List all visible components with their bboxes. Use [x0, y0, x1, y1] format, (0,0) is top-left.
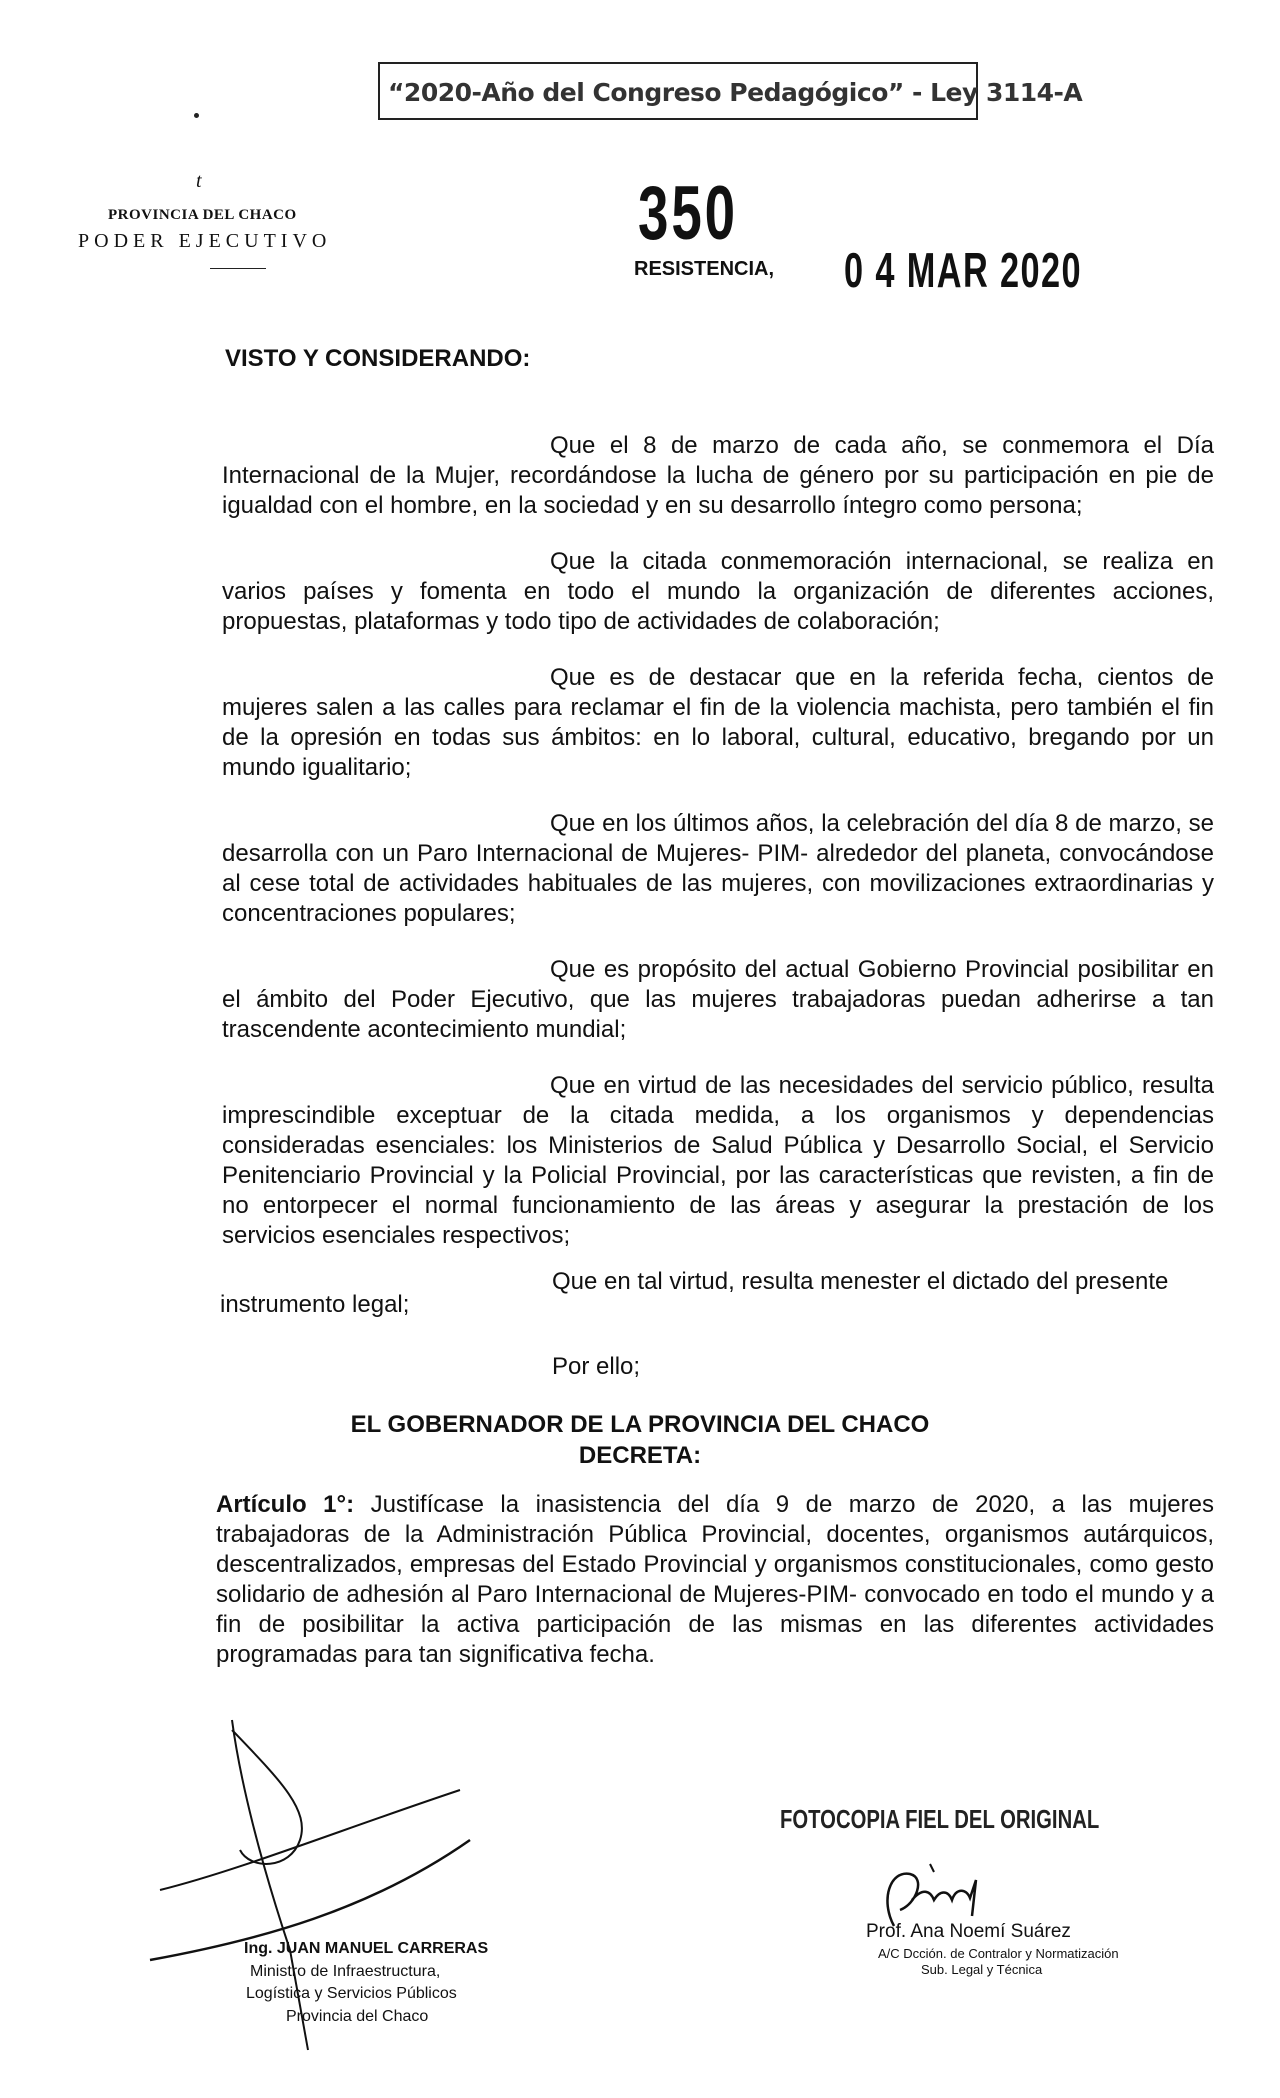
- article-label: Artículo 1°:: [216, 1491, 355, 1518]
- article-1: [216, 1490, 1214, 1670]
- certifier-office: A/C Dcción. de Contralor y Normatización: [878, 1946, 1119, 1961]
- section-heading: VISTO Y CONSIDERANDO:: [225, 345, 531, 372]
- decreta-line: DECRETA:: [578, 1442, 702, 1469]
- considerando-paragraph-5: Que es propósito del actual Gobierno Provincial posibilitar en el ámbito del Poder Ejecutivo, que las mujeres trabajadoras puedan adherirse a tan trascendente acontecimiento mundial;: [222, 956, 1214, 1043]
- date-stamp: 0 4 MAR 2020: [844, 244, 1082, 298]
- executive-header: PODER EJECUTIVO: [78, 230, 332, 252]
- margin-mark: t: [196, 170, 202, 192]
- considerando-paragraph-7-line-2: instrumento legal;: [220, 1291, 410, 1318]
- minister-role-2: Logística y Servicios Públicos: [246, 1985, 457, 2002]
- decree-number: 350: [638, 171, 738, 256]
- year-banner-stamp: “2020-Año del Congreso Pedagógico” - Ley 3114-A: [378, 62, 978, 120]
- considerando-paragraph-4: Que en los últimos años, la celebración del día 8 de marzo, se desarrolla con un Paro Internacional de Mujeres- PIM- alrededor del planeta, convocándose al cese total de actividades habituales de las mujeres, con movilizaciones extraordinarias y concentraciones populares;: [222, 810, 1214, 927]
- considerando-paragraph-3: Que es de destacar que en la referida fecha, cientos de mujeres salen a las calles para reclamar el fin de la violencia machista, pero también el fin de la opresión en todas sus ámbitos: en lo laboral, cultural, educativo, bregando por un mundo igualitario;: [222, 664, 1214, 781]
- certifier-sub: Sub. Legal y Técnica: [921, 1962, 1043, 1977]
- certifier-signature: [860, 1860, 1100, 1930]
- governor-line: EL GOBERNADOR DE LA PROVINCIA DEL CHACO: [350, 1411, 930, 1438]
- certifier-name: Prof. Ana Noemí Suárez: [866, 1921, 1071, 1942]
- considerando-paragraph-6: Que en virtud de las necesidades del servicio público, resulta imprescindible exceptuar de la citada medida, a los organismos y dependencias consideradas esenciales: los Ministerios de Salud Pública y Desarrollo Social, el Servicio Penitenciario Provincial y la Policial Provincial, por las características que revisten, a fin de no entorpecer el normal funcionamiento de las áreas y asegurar la prestación de los servicios esenciales respectivos;: [222, 1072, 1214, 1249]
- minister-role-3: Provincia del Chaco: [286, 2008, 429, 2025]
- minister-role-1: Ministro de Infraestructura,: [250, 1963, 441, 1980]
- province-header: PROVINCIA DEL CHACO: [108, 207, 297, 223]
- city-label: RESISTENCIA,: [634, 258, 775, 280]
- por-ello: Por ello;: [552, 1353, 641, 1380]
- margin-dot: [194, 113, 199, 118]
- header-underline: [210, 268, 266, 269]
- certification-stamp: FOTOCOPIA FIEL DEL ORIGINAL: [780, 1804, 1100, 1834]
- considerando-paragraph-1: Que el 8 de marzo de cada año, se conmemora el Día Internacional de la Mujer, recordándose la lucha de género por su participación en pie de igualdad con el hombre, en la sociedad y en su desarrollo íntegro como persona;: [222, 432, 1214, 519]
- article-text: Justifícase la inasistencia del día 9 de marzo de 2020, a las mujeres trabajadoras de la Administración Pública Provincial, docentes, organismos autárquicos, descentralizados, empresas del Estado Provincial y organismos constitucionales, como gesto solidario de adhesión al Paro Internacional de Mujeres-PIM- convocado en todo el mundo y a fin de posibilitar la activa participación de las mismas en las diferentes actividades programadas para tan significativa fecha.: [216, 1491, 1214, 1668]
- considerando-paragraph-7-line-1: Que en tal virtud, resulta menester el dictado del presente: [552, 1268, 1169, 1295]
- minister-name: Ing. JUAN MANUEL CARRERAS: [244, 1940, 489, 1957]
- considerando-paragraph-2: Que la citada conmemoración internacional, se realiza en varios países y fomenta en todo el mundo la organización de diferentes acciones, propuestas, plataformas y todo tipo de actividades de colaboración;: [222, 548, 1214, 635]
